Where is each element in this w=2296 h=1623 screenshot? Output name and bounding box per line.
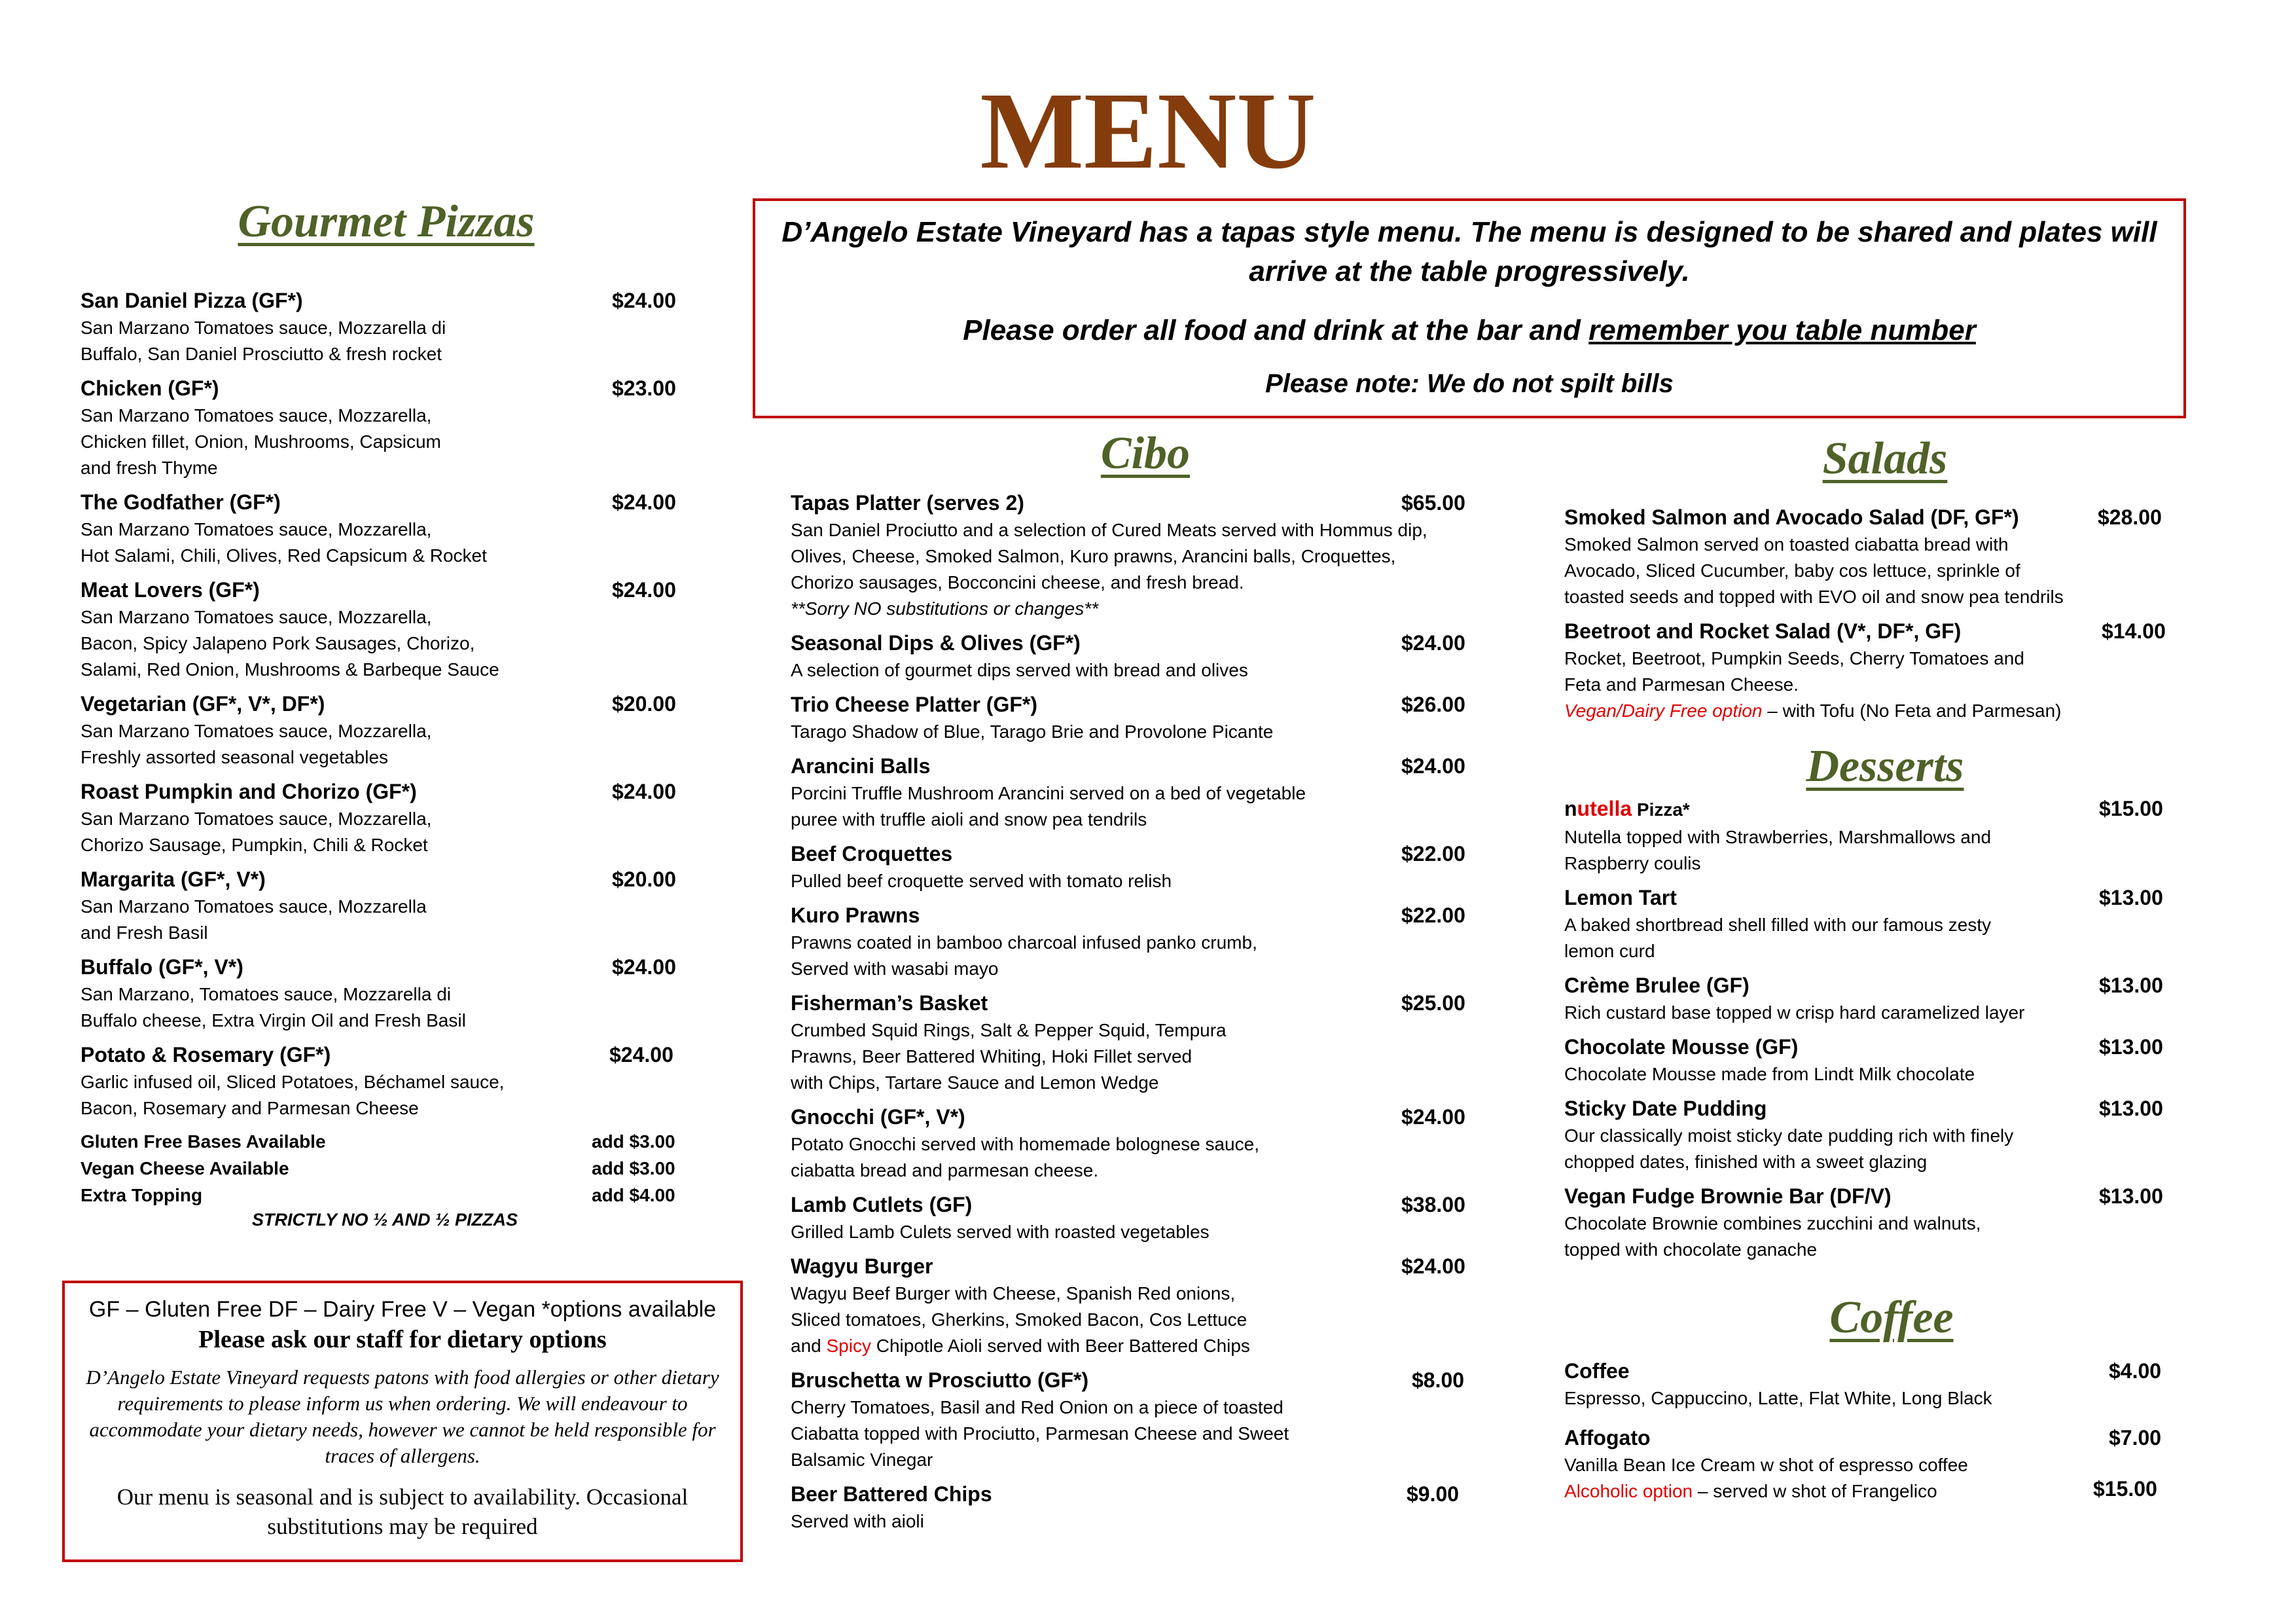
item-desc: A selection of gourmet dips served with bread and olives bbox=[791, 660, 1248, 680]
item-desc: Crumbed Squid Rings, Salt & Pepper Squid, Tempura Prawns, Beer Battered Whiting, Hoki Fillet served with Chips, Tartare Sauce and Lemon Wedge bbox=[791, 1020, 1227, 1093]
item-desc: San Marzano, Tomatoes sauce, Mozzarella di Buffalo cheese, Extra Virgin Oil and Fresh Basil bbox=[81, 984, 466, 1030]
menu-item bbox=[791, 1190, 1511, 1245]
intro-line-2-text: Please order all food and drink at the bar and bbox=[963, 314, 1589, 346]
nutella-n: n bbox=[1564, 797, 1577, 820]
item-desc: San Marzano Tomatoes sauce, Mozzarella, Freshly assorted seasonal vegetables bbox=[81, 721, 432, 767]
item-name: Vegan Fudge Brownie Bar (DF/V) bbox=[1564, 1184, 1892, 1208]
menu-item bbox=[791, 690, 1511, 745]
nutella-brand: utella bbox=[1577, 797, 1632, 820]
item-desc-last-line bbox=[791, 1333, 1511, 1359]
salads-list bbox=[1564, 503, 2219, 724]
extra-label: Gluten Free Bases Available bbox=[81, 1131, 326, 1152]
cibo-list bbox=[791, 488, 1511, 1541]
item-price: $28.00 bbox=[2098, 505, 2162, 529]
desserts-list bbox=[1564, 794, 2219, 1269]
item-name: Seasonal Dips & Olives (GF*) bbox=[791, 631, 1081, 655]
menu-item bbox=[81, 777, 689, 858]
item-desc: Prawns coated in bamboo charcoal infused panko crumb, Served with wasabi mayo bbox=[791, 932, 1257, 979]
intro-box bbox=[753, 198, 2186, 418]
item-desc: Nutella topped with Strawberries, Marshmallows and Raspberry coulis bbox=[1564, 827, 1992, 873]
coffee-heading: Coffee bbox=[1829, 1292, 1954, 1343]
desc-text: Chipotle Aioli served with Beer Battered Chips bbox=[870, 1336, 1250, 1356]
menu-item bbox=[791, 1366, 1511, 1473]
item-name: Meat Lovers (GF*) bbox=[81, 578, 260, 602]
item-price: $24.00 bbox=[1401, 754, 1465, 778]
item-price: $13.00 bbox=[2099, 1097, 2163, 1120]
menu-item bbox=[1564, 1094, 2219, 1175]
menu-item bbox=[1564, 617, 2219, 724]
item-desc: Tarago Shadow of Blue, Tarago Brie and Provolone Picante bbox=[791, 721, 1274, 742]
page-title: MENU bbox=[980, 70, 1316, 192]
item-name: Beer Battered Chips bbox=[791, 1482, 992, 1506]
menu-item bbox=[791, 752, 1511, 833]
item-name: Kuro Prawns bbox=[791, 903, 920, 927]
item-name: Lamb Cutlets (GF) bbox=[791, 1193, 973, 1216]
extra-price: add $3.00 bbox=[592, 1131, 675, 1152]
item-name: Vegetarian (GF*, V*, DF*) bbox=[81, 692, 325, 716]
menu-item bbox=[1564, 883, 2219, 964]
item-name: Tapas Platter (serves 2) bbox=[791, 491, 1024, 515]
menu-item bbox=[791, 1252, 1511, 1359]
item-price: $65.00 bbox=[1401, 491, 1465, 515]
item-name: Wagyu Burger bbox=[791, 1254, 933, 1278]
dietary-legend: GF – Gluten Free DF – Dairy Free V – Vegan *options available bbox=[88, 1297, 717, 1322]
menu-item bbox=[1564, 1182, 2219, 1263]
item-name: Bruschetta w Prosciutto (GF*) bbox=[791, 1368, 1089, 1392]
vegan-option-line bbox=[1564, 698, 2219, 724]
item-desc: San Marzano Tomatoes sauce, Mozzarella, Hot Salami, Chili, Olives, Red Capsicum & Rocket bbox=[81, 519, 487, 566]
item-desc: Grilled Lamb Culets served with roasted vegetables bbox=[791, 1222, 1210, 1242]
item-price: $22.00 bbox=[1401, 842, 1465, 866]
item-name: Fisherman’s Basket bbox=[791, 991, 988, 1015]
item-name: Affogato bbox=[1564, 1426, 1651, 1450]
item-desc: Pulled beef croquette served with tomato relish bbox=[791, 871, 1172, 891]
item-price: $24.00 bbox=[1401, 1105, 1465, 1129]
item-desc: San Marzano Tomatoes sauce, Mozzarella, Chicken fillet, Onion, Mushrooms, Capsicum and fresh Thyme bbox=[81, 405, 441, 478]
item-name: Beetroot and Rocket Salad (V*, DF*, GF) bbox=[1564, 619, 1962, 643]
coffee-list bbox=[1564, 1357, 2219, 1511]
extra-row bbox=[81, 1128, 689, 1155]
item-price: $20.00 bbox=[612, 867, 676, 891]
item-desc: Smoked Salmon served on toasted ciabatta bread with Avocado, Sliced Cucumber, baby cos lettuce, sprinkle of toasted seeds and topped with EVO oil and snow pea tendrils bbox=[1564, 534, 2064, 607]
item-price: $20.00 bbox=[612, 692, 676, 716]
item-desc: Rich custard base topped w crisp hard caramelized layer bbox=[1564, 1002, 2025, 1023]
alcoholic-option-label: Alcoholic option bbox=[1564, 1481, 1693, 1501]
menu-item bbox=[791, 1103, 1511, 1184]
seasonal-note: Our menu is seasonal and is subject to availability. Occasional substitutions may be required bbox=[117, 1484, 689, 1539]
item-price: $25.00 bbox=[1401, 991, 1465, 1015]
alcoholic-option-text: – served w shot of Frangelico bbox=[1693, 1481, 1937, 1501]
item-price: $24.00 bbox=[612, 490, 676, 514]
item-name: Crème Brulee (GF) bbox=[1564, 974, 1749, 997]
extra-row bbox=[81, 1182, 689, 1209]
menu-item bbox=[791, 989, 1511, 1096]
item-desc: Wagyu Beef Burger with Cheese, Spanish Red onions, Sliced tomatoes, Gherkins, Smoked Bacon, Cos Lettuce bbox=[791, 1283, 1247, 1330]
nutella-rest: Pizza* bbox=[1632, 799, 1690, 820]
intro-line-1: D’Angelo Estate Vineyard has a tapas style menu. The menu is designed to be shared and plates will arrive at the table progressively. bbox=[781, 216, 2157, 287]
extra-row bbox=[81, 1155, 689, 1182]
item-price: $7.00 bbox=[2109, 1426, 2162, 1450]
item-name: Potato & Rosemary (GF*) bbox=[81, 1043, 331, 1067]
menu-item bbox=[81, 865, 689, 946]
item-desc: Chocolate Mousse made from Lindt Milk chocolate bbox=[1564, 1064, 1975, 1084]
item-price: $4.00 bbox=[2109, 1359, 2162, 1383]
item-price: $13.00 bbox=[2099, 886, 2163, 909]
item-price: $23.00 bbox=[612, 376, 676, 400]
desserts-heading: Desserts bbox=[1806, 741, 1964, 792]
menu-item bbox=[81, 488, 689, 569]
vegan-option-text: – with Tofu (No Feta and Parmesan) bbox=[1762, 701, 2062, 721]
item-price: $24.00 bbox=[612, 289, 676, 312]
item-desc: Porcini Truffle Mushroom Arancini served on a bed of vegetable puree with truffle aioli and snow pea tendrils bbox=[791, 783, 1306, 830]
item-desc: Potato Gnocchi served with homemade bolognese sauce, ciabatta bread and parmesan cheese. bbox=[791, 1134, 1259, 1180]
item-price: $24.00 bbox=[612, 955, 676, 979]
item-price: $13.00 bbox=[2099, 1184, 2163, 1208]
desc-text: and bbox=[791, 1336, 827, 1356]
item-price: $15.00 bbox=[2099, 797, 2163, 820]
menu-item bbox=[81, 689, 689, 771]
pizzas-list bbox=[81, 286, 689, 1230]
item-price: $8.00 bbox=[1412, 1368, 1465, 1392]
menu-item bbox=[1564, 971, 2219, 1026]
item-desc: Rocket, Beetroot, Pumpkin Seeds, Cherry Tomatoes and Feta and Parmesan Cheese. bbox=[1564, 648, 2024, 695]
item-price: $24.00 bbox=[612, 780, 676, 803]
item-price: $24.00 bbox=[609, 1043, 673, 1067]
item-price: $22.00 bbox=[1401, 903, 1465, 927]
item-price: $24.00 bbox=[1401, 631, 1465, 655]
alcoholic-option-line bbox=[1564, 1478, 2219, 1504]
item-price: $24.00 bbox=[612, 578, 676, 602]
menu-item bbox=[791, 839, 1511, 894]
item-desc: Cherry Tomatoes, Basil and Red Onion on a piece of toasted Ciabatta topped with Prociutto, Parmesan Cheese and Sweet Balsamic Vinegar bbox=[791, 1397, 1289, 1470]
item-desc: Garlic infused oil, Sliced Potatoes, Béchamel sauce, Bacon, Rosemary and Parmesan Cheese bbox=[81, 1072, 505, 1118]
menu-item bbox=[1564, 503, 2219, 610]
item-price: $13.00 bbox=[2099, 1035, 2163, 1059]
extra-price: add $3.00 bbox=[592, 1158, 675, 1178]
item-desc: Chocolate Brownie combines zucchini and walnuts, topped with chocolate ganache bbox=[1564, 1213, 1981, 1260]
item-name: Margarita (GF*, V*) bbox=[81, 867, 266, 891]
intro-line-2-underlined: remember you table number bbox=[1588, 314, 1976, 346]
pizzas-heading: Gourmet Pizzas bbox=[238, 196, 535, 247]
menu-item bbox=[81, 286, 689, 367]
item-desc: San Marzano Tomatoes sauce, Mozzarella, Bacon, Spicy Jalapeno Pork Sausages, Chorizo, Salami, Red Onion, Mushrooms & Barbeque Sauce bbox=[81, 607, 499, 680]
item-desc: San Daniel Prociutto and a selection of Cured Meats served with Hommus dip, Olives, Cheese, Smoked Salmon, Kuro prawns, Arancini balls, Croquettes, Chorizo sausages, Bocconcini cheese, and fresh bread. bbox=[791, 520, 1427, 593]
item-name: Trio Cheese Platter (GF*) bbox=[791, 693, 1037, 716]
salads-heading: Salads bbox=[1822, 433, 1948, 484]
dietary-ask: Please ask our staff for dietary options bbox=[198, 1326, 607, 1353]
item-name: Coffee bbox=[1564, 1359, 1630, 1383]
item-price: $24.00 bbox=[1401, 1254, 1465, 1278]
item-name: Sticky Date Pudding bbox=[1564, 1097, 1767, 1120]
item-desc: San Marzano Tomatoes sauce, Mozzarella di Buffalo, San Daniel Prosciutto & fresh rocket bbox=[81, 318, 446, 364]
menu-item bbox=[1564, 1357, 2219, 1412]
item-price: $14.00 bbox=[2102, 619, 2166, 643]
menu-item bbox=[791, 901, 1511, 982]
menu-item bbox=[81, 1040, 689, 1122]
item-name: Chicken (GF*) bbox=[81, 376, 219, 400]
item-name: Buffalo (GF*, V*) bbox=[81, 955, 243, 979]
vegan-option-label: Vegan/Dairy Free option bbox=[1564, 701, 1763, 721]
item-price: $13.00 bbox=[2099, 974, 2163, 997]
menu-item bbox=[1564, 1032, 2219, 1087]
allergy-note: D’Angelo Estate Vineyard requests patons with food allergies or other dietary requirements to please inform us when ordering. We will endeavour to accommodate your dietary needs, however we cannot be held responsible for traces of allergens. bbox=[86, 1366, 719, 1467]
alcoholic-option-price: $15.00 bbox=[2093, 1477, 2157, 1501]
dietary-box bbox=[62, 1281, 743, 1562]
spicy-label: Spicy bbox=[826, 1336, 871, 1356]
item-name: Gnocchi (GF*, V*) bbox=[791, 1105, 965, 1129]
item-price: $38.00 bbox=[1401, 1193, 1465, 1216]
intro-line-2 bbox=[775, 311, 2164, 350]
menu-item bbox=[791, 488, 1511, 622]
extra-label: Extra Topping bbox=[81, 1185, 203, 1205]
menu-item bbox=[1564, 794, 2219, 877]
cibo-heading: Cibo bbox=[1100, 428, 1191, 479]
extra-price: add $4.00 bbox=[592, 1185, 675, 1205]
extra-label: Vegan Cheese Available bbox=[81, 1158, 289, 1178]
item-desc: Our classically moist sticky date pudding rich with finely chopped dates, finished with a sweet glazing bbox=[1564, 1125, 2014, 1172]
item-desc: A baked shortbread shell filled with our famous zesty lemon curd bbox=[1564, 915, 1992, 961]
menu-item bbox=[81, 575, 689, 683]
menu-item bbox=[791, 1480, 1511, 1535]
item-name: Smoked Salmon and Avocado Salad (DF, GF*) bbox=[1564, 505, 2019, 529]
item-desc: Vanilla Bean Ice Cream w shot of espresso coffee bbox=[1564, 1455, 1968, 1475]
item-desc: Espresso, Cappuccino, Latte, Flat White, Long Black bbox=[1564, 1388, 1992, 1408]
item-price: $9.00 bbox=[1407, 1482, 1460, 1506]
item-desc: Served with aioli bbox=[791, 1511, 924, 1531]
menu-item bbox=[81, 374, 689, 481]
item-desc: San Marzano Tomatoes sauce, Mozzarella, Chorizo Sausage, Pumpkin, Chili & Rocket bbox=[81, 809, 432, 855]
pizza-extras bbox=[81, 1128, 689, 1209]
item-name: San Daniel Pizza (GF*) bbox=[81, 289, 303, 312]
intro-line-3: Please note: We do not spilt bills bbox=[1265, 369, 1674, 398]
menu-item bbox=[1564, 1423, 2219, 1504]
item-name: The Godfather (GF*) bbox=[81, 490, 281, 514]
item-name: Lemon Tart bbox=[1564, 886, 1677, 909]
menu-item bbox=[81, 953, 689, 1034]
item-desc: San Marzano Tomatoes sauce, Mozzarella and Fresh Basil bbox=[81, 896, 427, 943]
item-price: $26.00 bbox=[1401, 693, 1465, 716]
no-substitutions-note: **Sorry NO substitutions or changes** bbox=[791, 598, 1098, 619]
item-name: Chocolate Mousse (GF) bbox=[1564, 1035, 1799, 1059]
menu-item bbox=[791, 629, 1511, 684]
strictly-no-half-note: STRICTLY NO ½ AND ½ PIZZAS bbox=[251, 1210, 518, 1230]
item-name: Arancini Balls bbox=[791, 754, 931, 778]
item-name: Beef Croquettes bbox=[791, 842, 953, 866]
item-name: Roast Pumpkin and Chorizo (GF*) bbox=[81, 780, 417, 803]
